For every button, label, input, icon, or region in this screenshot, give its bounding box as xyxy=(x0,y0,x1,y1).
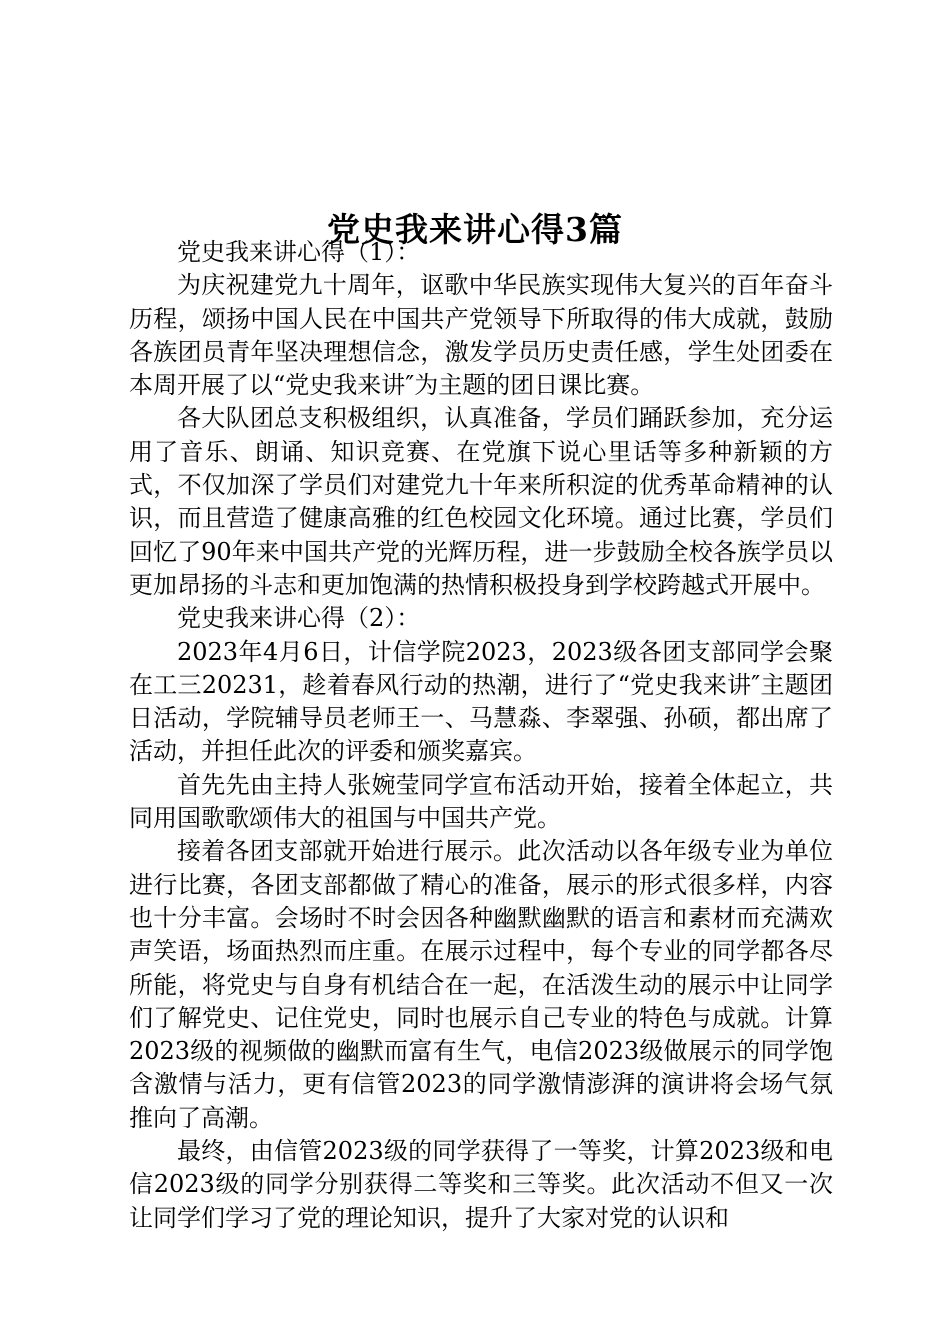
paragraph: 接着各团支部就开始进行展示。此次活动以各年级专业为单位进行比赛，各团支部都做了精心的准备，展示的形式很多样，内容也十分丰富。会场时不时会因各种幽默幽默的语言和素材而充满欢声笑语，场面热烈而庄重。在展示过程中，每个专业的同学都各尽所能，将党史与自身有机结合在一起，在活泼生动的展示中让同学们了解党史、记住党史，同时也展示自己专业的特色与成就。计算2023级的视频做的幽默而富有生气，电信2023级做展示的同学饱含激情与活力，更有信管2023的同学激情澎湃的演讲将会场气氛推向了高潮。 xyxy=(129,837,833,1132)
document-body xyxy=(129,236,833,1235)
paragraph: 为庆祝建党九十周年，讴歌中华民族实现伟大复兴的百年奋斗历程，颂扬中国人民在中国共产党领导下所取得的伟大成就，鼓励各族团员青年坚决理想信念，激发学员历史责任感，学生处团委在本周开展了以“党史我来讲″为主题的团日课比赛。 xyxy=(129,271,833,400)
section-heading-2: 党史我来讲心得（2）： xyxy=(177,604,421,633)
paragraph: 最终，由信管2023级的同学获得了一等奖，计算2023级和电信2023级的同学分别获得二等奖和三等奖。此次活动不但又一次让同学们学习了党的理论知识，提升了大家对党的认识和 xyxy=(129,1137,833,1232)
section-heading-1: 党史我来讲心得（1）： xyxy=(177,238,421,266)
document-title: 党史我来讲心得3篇 xyxy=(327,210,623,250)
paragraph: 首先先由主持人张婉莹同学宣布活动开始，接着全体起立，共同用国歌歌颂伟大的祖国与中国共产党。 xyxy=(129,770,833,833)
paragraph: 各大队团总支积极组织，认真准备，学员们踊跃参加，充分运用了音乐、朗诵、知识竞赛、在党旗下说心里话等多种新颖的方式，不仅加深了学员们对建党九十年来所积淀的优秀革命精神的认识，而且营造了健康高雅的红色校园文化环境。通过比赛，学员们回忆了90年来中国共产党的光辉历程，进一步鼓励全校各族学员以更加昂扬的斗志和更加饱满的热情积极投身到学校跨越式开展中。 xyxy=(129,404,833,599)
paragraph: 2023年4月6日，计信学院2023，2023级各团支部同学会聚在工三20231，趁着春风行动的热潮，进行了“党史我来讲″主题团日活动，学院辅导员老师王一、马慧淼、李翠强、孙硕，都出席了活动，并担任此次的评委和颁奖嘉宾。 xyxy=(129,637,833,766)
